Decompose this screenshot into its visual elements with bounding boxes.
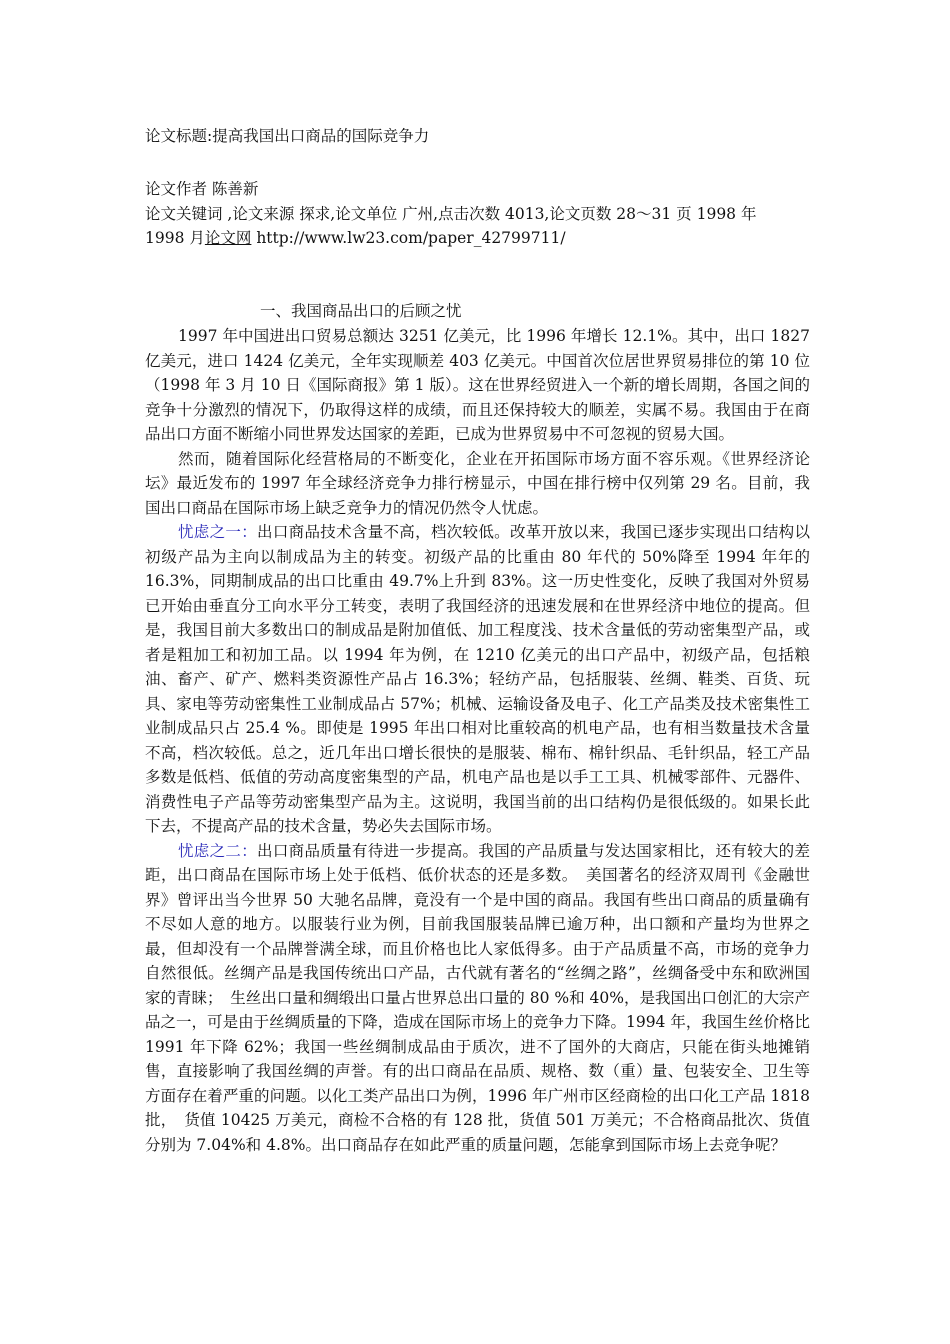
- worry-one-text: 出口商品技术含量不高，档次较低。改革开放以来，我国已逐步实现出口结构以初级产品为主向以制成品为主的转变。初级产品的比重由 80 年代的 50%降至 1994 年年的 16.3%，同期制成品的出口比重由 49.7%上升到 83%。这一历史性变化，反映了我国对外贸易已开始由垂直分工向水平分工转变，表明了我国经济的迅速发展和在世界经济中地位的提高。但是，我国目前大多数出口的制成品是附加值低、加工程度浅、技术含量低的劳动密集型产品，或者是粗加工和初加工品。以 1994 年为例，在 1210 亿美元的出口产品中，初级产品，包括粮油、畜产、矿产、燃料类资源性产品占 16.3%；轻纺产品，包括服装、丝绸、鞋类、百货、玩具、家电等劳动密集性工业制成品占 57%；机械、运输设备及电子、化工产品类及技术密集性工业制成品只占 25.4 %。即使是 1995 年出口相对比重较高的机电产品，也有相当数量技术含量不高，档次较低。总之，近几年出口增长很快的是服装、棉布、棉针织品、毛针织品，轻工产品多数是低档、低值的劳动高度密集型的产品，机电产品也是以手工工具、机械零部件、元器件、消费性电子产品等劳动密集型产品为主。这说明，我国当前的出口结构仍是很低级的。如果长此下去，不提高产品的技术含量，势必失去国际市场。: [145, 523, 810, 835]
- date-url-line: [145, 226, 756, 251]
- paragraph-3: [145, 520, 810, 839]
- worry-two-text: 出口商品质量有待进一步提高。我国的产品质量与发达国家相比，还有较大的差距，出口商品在国际市场上处于低档、低价状态的还是多数。 美国著名的经济双周刊《金融世界》曾评出当今世界 50 大驰名品牌，竟没有一个是中国的商品。我国有些出口商品的质量确有不尽如人意的地方。以服装行业为例，目前我国服装品牌已逾万种，出口额和产量均为世界之最，但却没有一个品牌誉满全球，而且价格也比人家低得多。由于产品质量不高，市场的竞争力自然很低。丝绸产品是我国传统出口产品，古代就有著名的“丝绸之路”，丝绸备受中东和欧洲国家的青睐； 生丝出口量和绸缎出口量占世界总出口量的 80 %和 40%，是我国出口创汇的大宗产品之一，可是由于丝绸质量的下降，造成在国际市场上的竞争力下降。1994 年，我国生丝价格比 1991 年下降 62%；我国一些丝绸制成品由于质次，进不了国外的大商店，只能在街头地摊销售，直接影响了我国丝绸的声誉。有的出口商品在品质、规格、数（重）量、包装安全、卫生等方面存在着严重的问题。以化工类产品出口为例，1996 年广州市区经商检的出口化工产品 1818 批， 货值 10425 万美元，商检不合格的有 128 批，货值 501 万美元；不合格商品批次、货值分别为 7.04%和 4.8%。出口商品存在如此严重的质量问题，怎能拿到国际市场上去竞争呢？: [145, 841, 810, 1154]
- author-line: 论文作者 陈善新: [145, 180, 259, 198]
- paragraph-2: 然而，随着国际化经营格局的不断变化，企业在开拓国际市场方面不容乐观。《世界经济论坛》最近发布的 1997 年全球经济竞争力排行榜显示，中国在排行榜中仅列第 29 名。目前，我国出口商品在国际市场上缺乏竞争力的情况仍然令人忧虑。: [145, 449, 810, 517]
- date-prefix: 1998 月: [145, 229, 205, 247]
- worry-two-label: 忧虑之二：: [178, 841, 258, 860]
- keywords-line: 论文关键词 ,论文来源 探求,论文单位 广州,点击次数 4013,论文页数 28～31 页 1998 年: [145, 204, 757, 223]
- paragraph-4: [145, 839, 810, 1158]
- document-meta: [145, 177, 756, 251]
- paper-url[interactable]: http://www.lw23.com/paper_42799711/: [251, 229, 566, 247]
- section-heading: 一、我国商品出口的后顾之忧: [260, 302, 462, 320]
- article-body: [145, 324, 810, 1157]
- document-title: 论文标题:提高我国出口商品的国际竞争力: [145, 127, 430, 145]
- worry-one-label: 忧虑之一：: [178, 523, 258, 541]
- site-link[interactable]: 论文网: [204, 229, 252, 247]
- paragraph-1: 1997 年中国进出口贸易总额达 3251 亿美元，比 1996 年增长 12.1%。其中，出口 1827 亿美元，进口 1424 亿美元，全年实现顺差 403 亿美元。中国首次位居世界贸易排位的第 10 位（1998 年 3 月 10 日《国际商报》第 1 版）。这在世界经贸进入一个新的增长周期，各国之间的竞争十分激烈的情况下，仍取得这样的成绩，而且还保持较大的顺差，实属不易。我国由于在商品出口方面不断缩小同世界发达国家的差距，已成为世界贸易中不可忽视的贸易大国。: [145, 327, 810, 443]
